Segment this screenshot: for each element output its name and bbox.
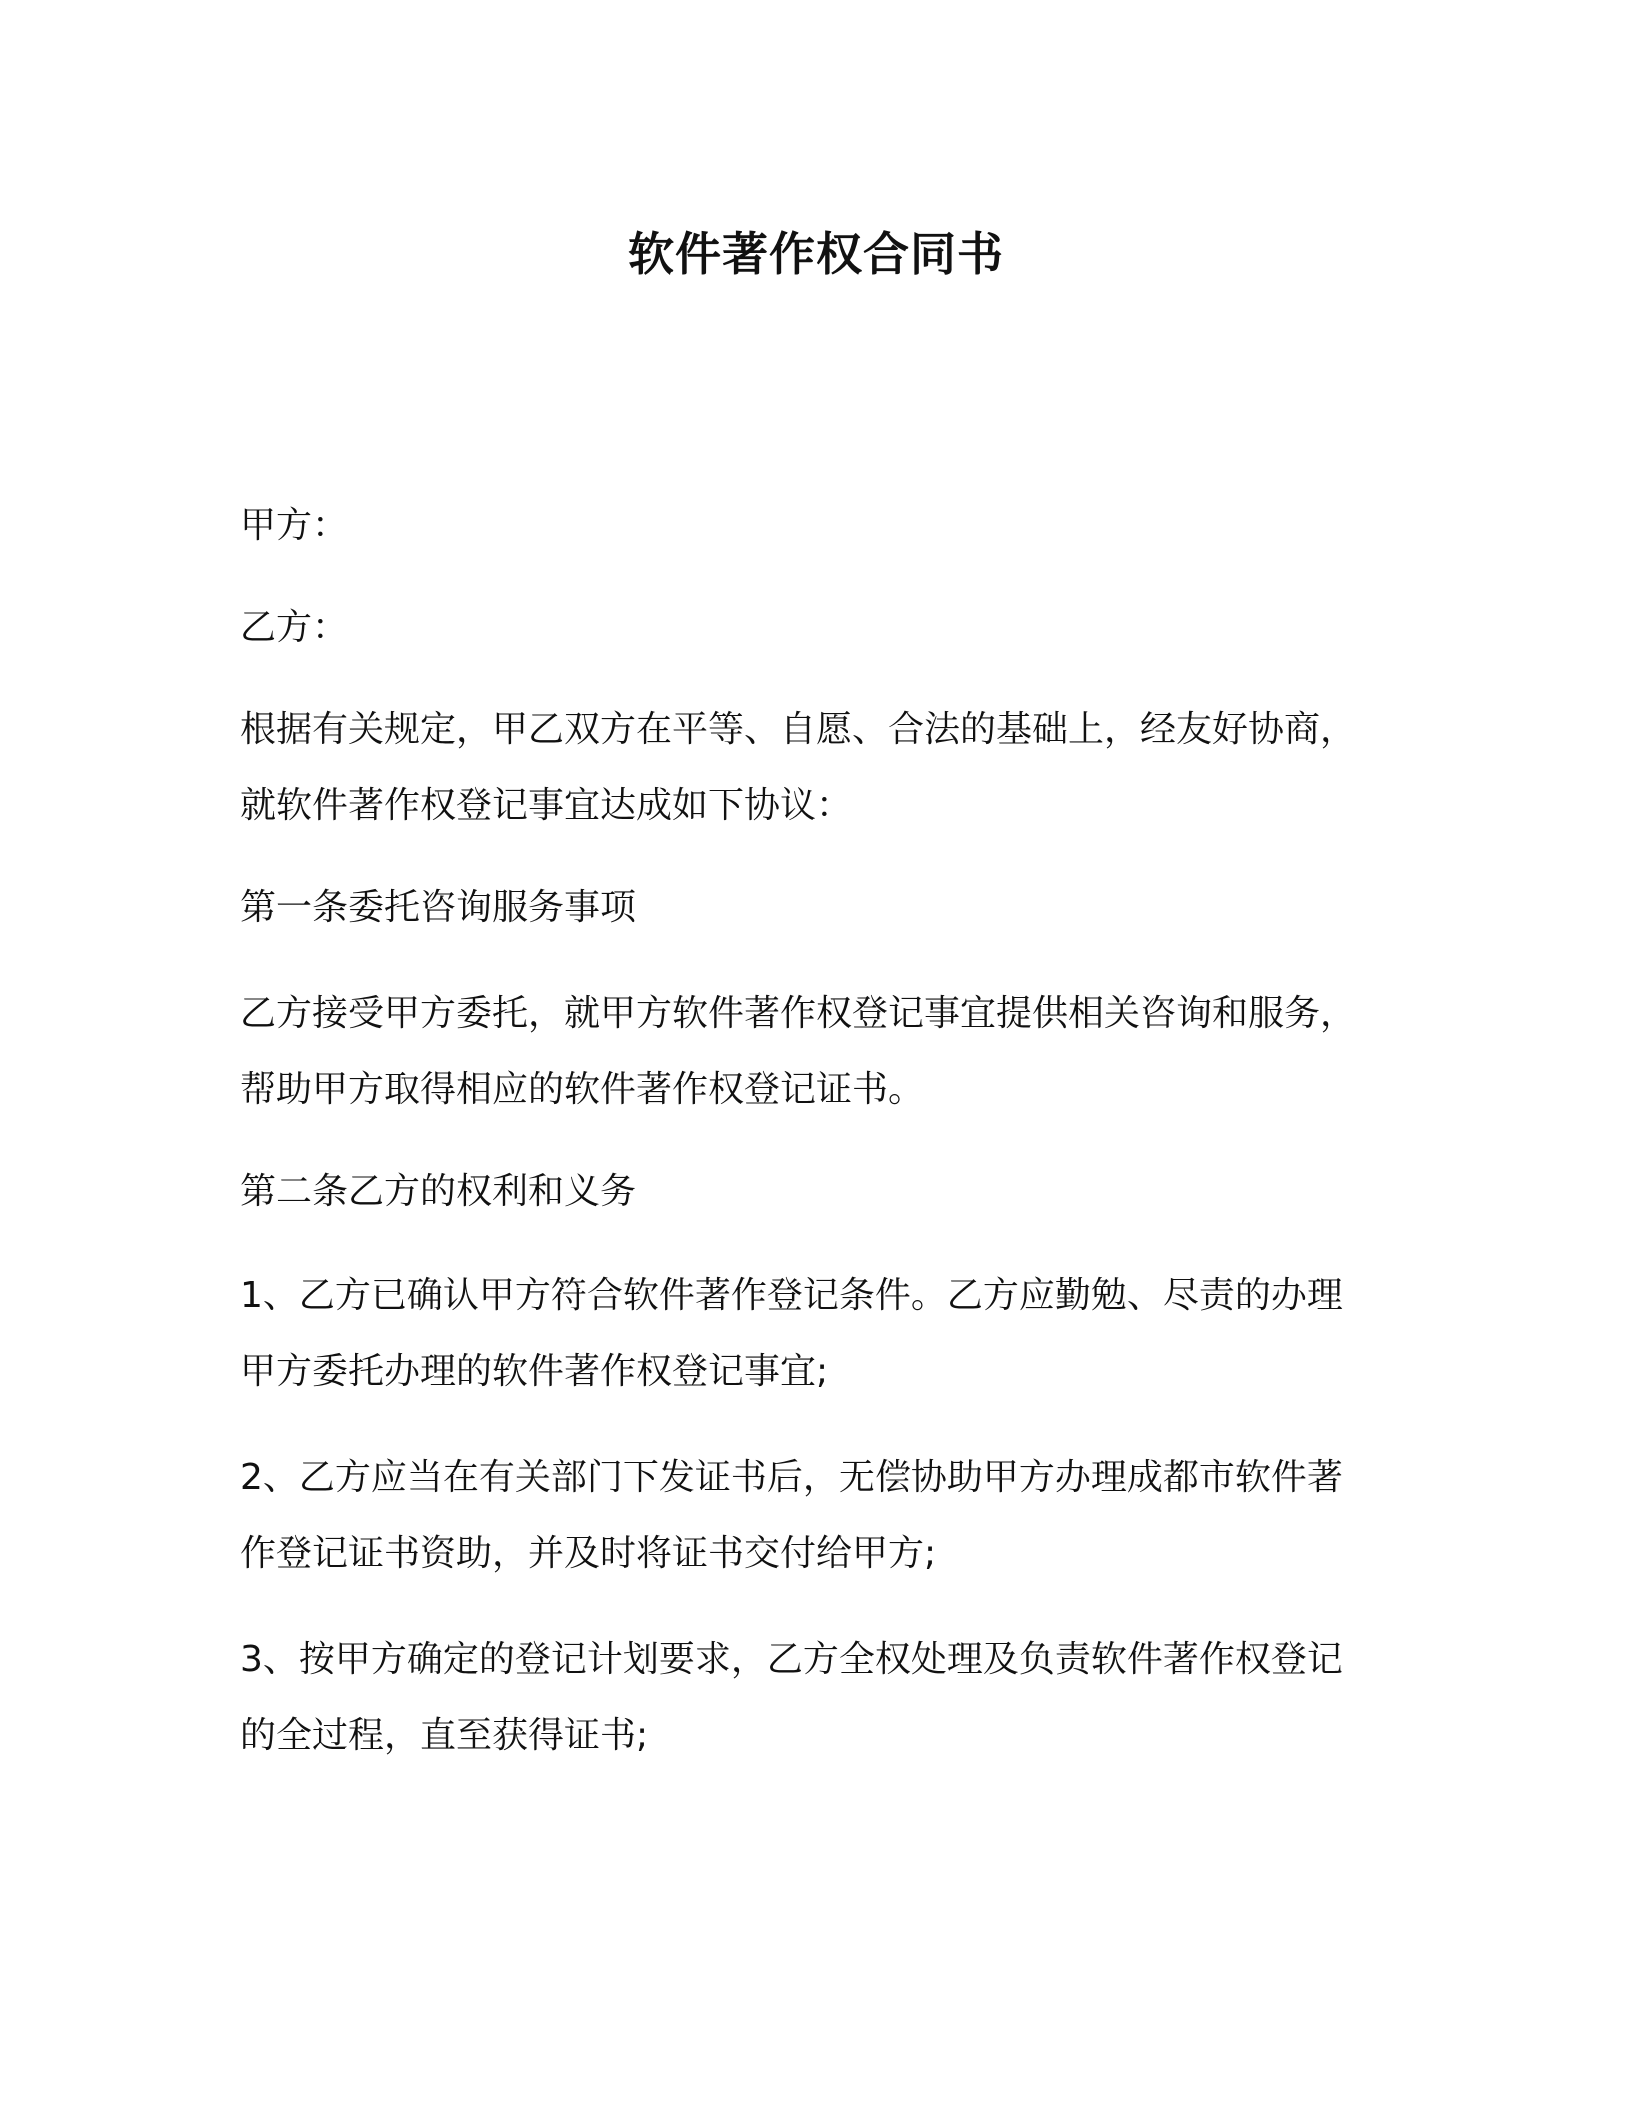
article-2-item-3-line-1: 3、按甲方确定的登记计划要求，乙方全权处理及负责软件著作权登记 (240, 1639, 1343, 1680)
article-1-heading-text: 第一条委托咨询服务事项 (240, 887, 637, 928)
article-2-heading-text: 第二条乙方的权利和义务 (240, 1171, 637, 1212)
article-2-item-1 (240, 1258, 1400, 1410)
intro-line-2: 就软件著作权登记事宜达成如下协议： (240, 785, 853, 826)
article-1-paragraph (240, 976, 1400, 1128)
party-b-label (240, 590, 1400, 666)
article-2-item-2 (240, 1440, 1400, 1592)
article-1-line-1: 乙方接受甲方委托，就甲方软件著作权登记事宜提供相关咨询和服务， (240, 993, 1357, 1034)
intro-line-1: 根据有关规定，甲乙双方在平等、自愿、合法的基础上，经友好协商， (240, 709, 1357, 750)
article-1-line-2: 帮助甲方取得相应的软件著作权登记证书。 (240, 1069, 925, 1110)
article-2-item-2-line-2: 作登记证书资助，并及时将证书交付给甲方; (240, 1533, 937, 1574)
party-b-text: 乙方： (240, 607, 349, 648)
article-2-item-3 (240, 1622, 1400, 1774)
article-2-item-2-line-1: 2、乙方应当在有关部门下发证书后，无偿协助甲方办理成都市软件著 (240, 1457, 1343, 1498)
party-a-label (240, 488, 1400, 564)
article-1-heading (240, 870, 1400, 946)
article-2-heading (240, 1154, 1400, 1230)
article-2-item-1-line-1: 1、乙方已确认甲方符合软件著作登记条件。乙方应勤勉、尽责的办理 (240, 1275, 1343, 1316)
article-2-item-3-line-2: 的全过程，直至获得证书; (240, 1715, 649, 1756)
document-title: 软件著作权合同书 (628, 227, 1004, 281)
article-2-item-1-line-2: 甲方委托办理的软件著作权登记事宜; (240, 1351, 829, 1392)
party-a-text: 甲方： (240, 505, 349, 546)
intro-paragraph (240, 692, 1400, 844)
